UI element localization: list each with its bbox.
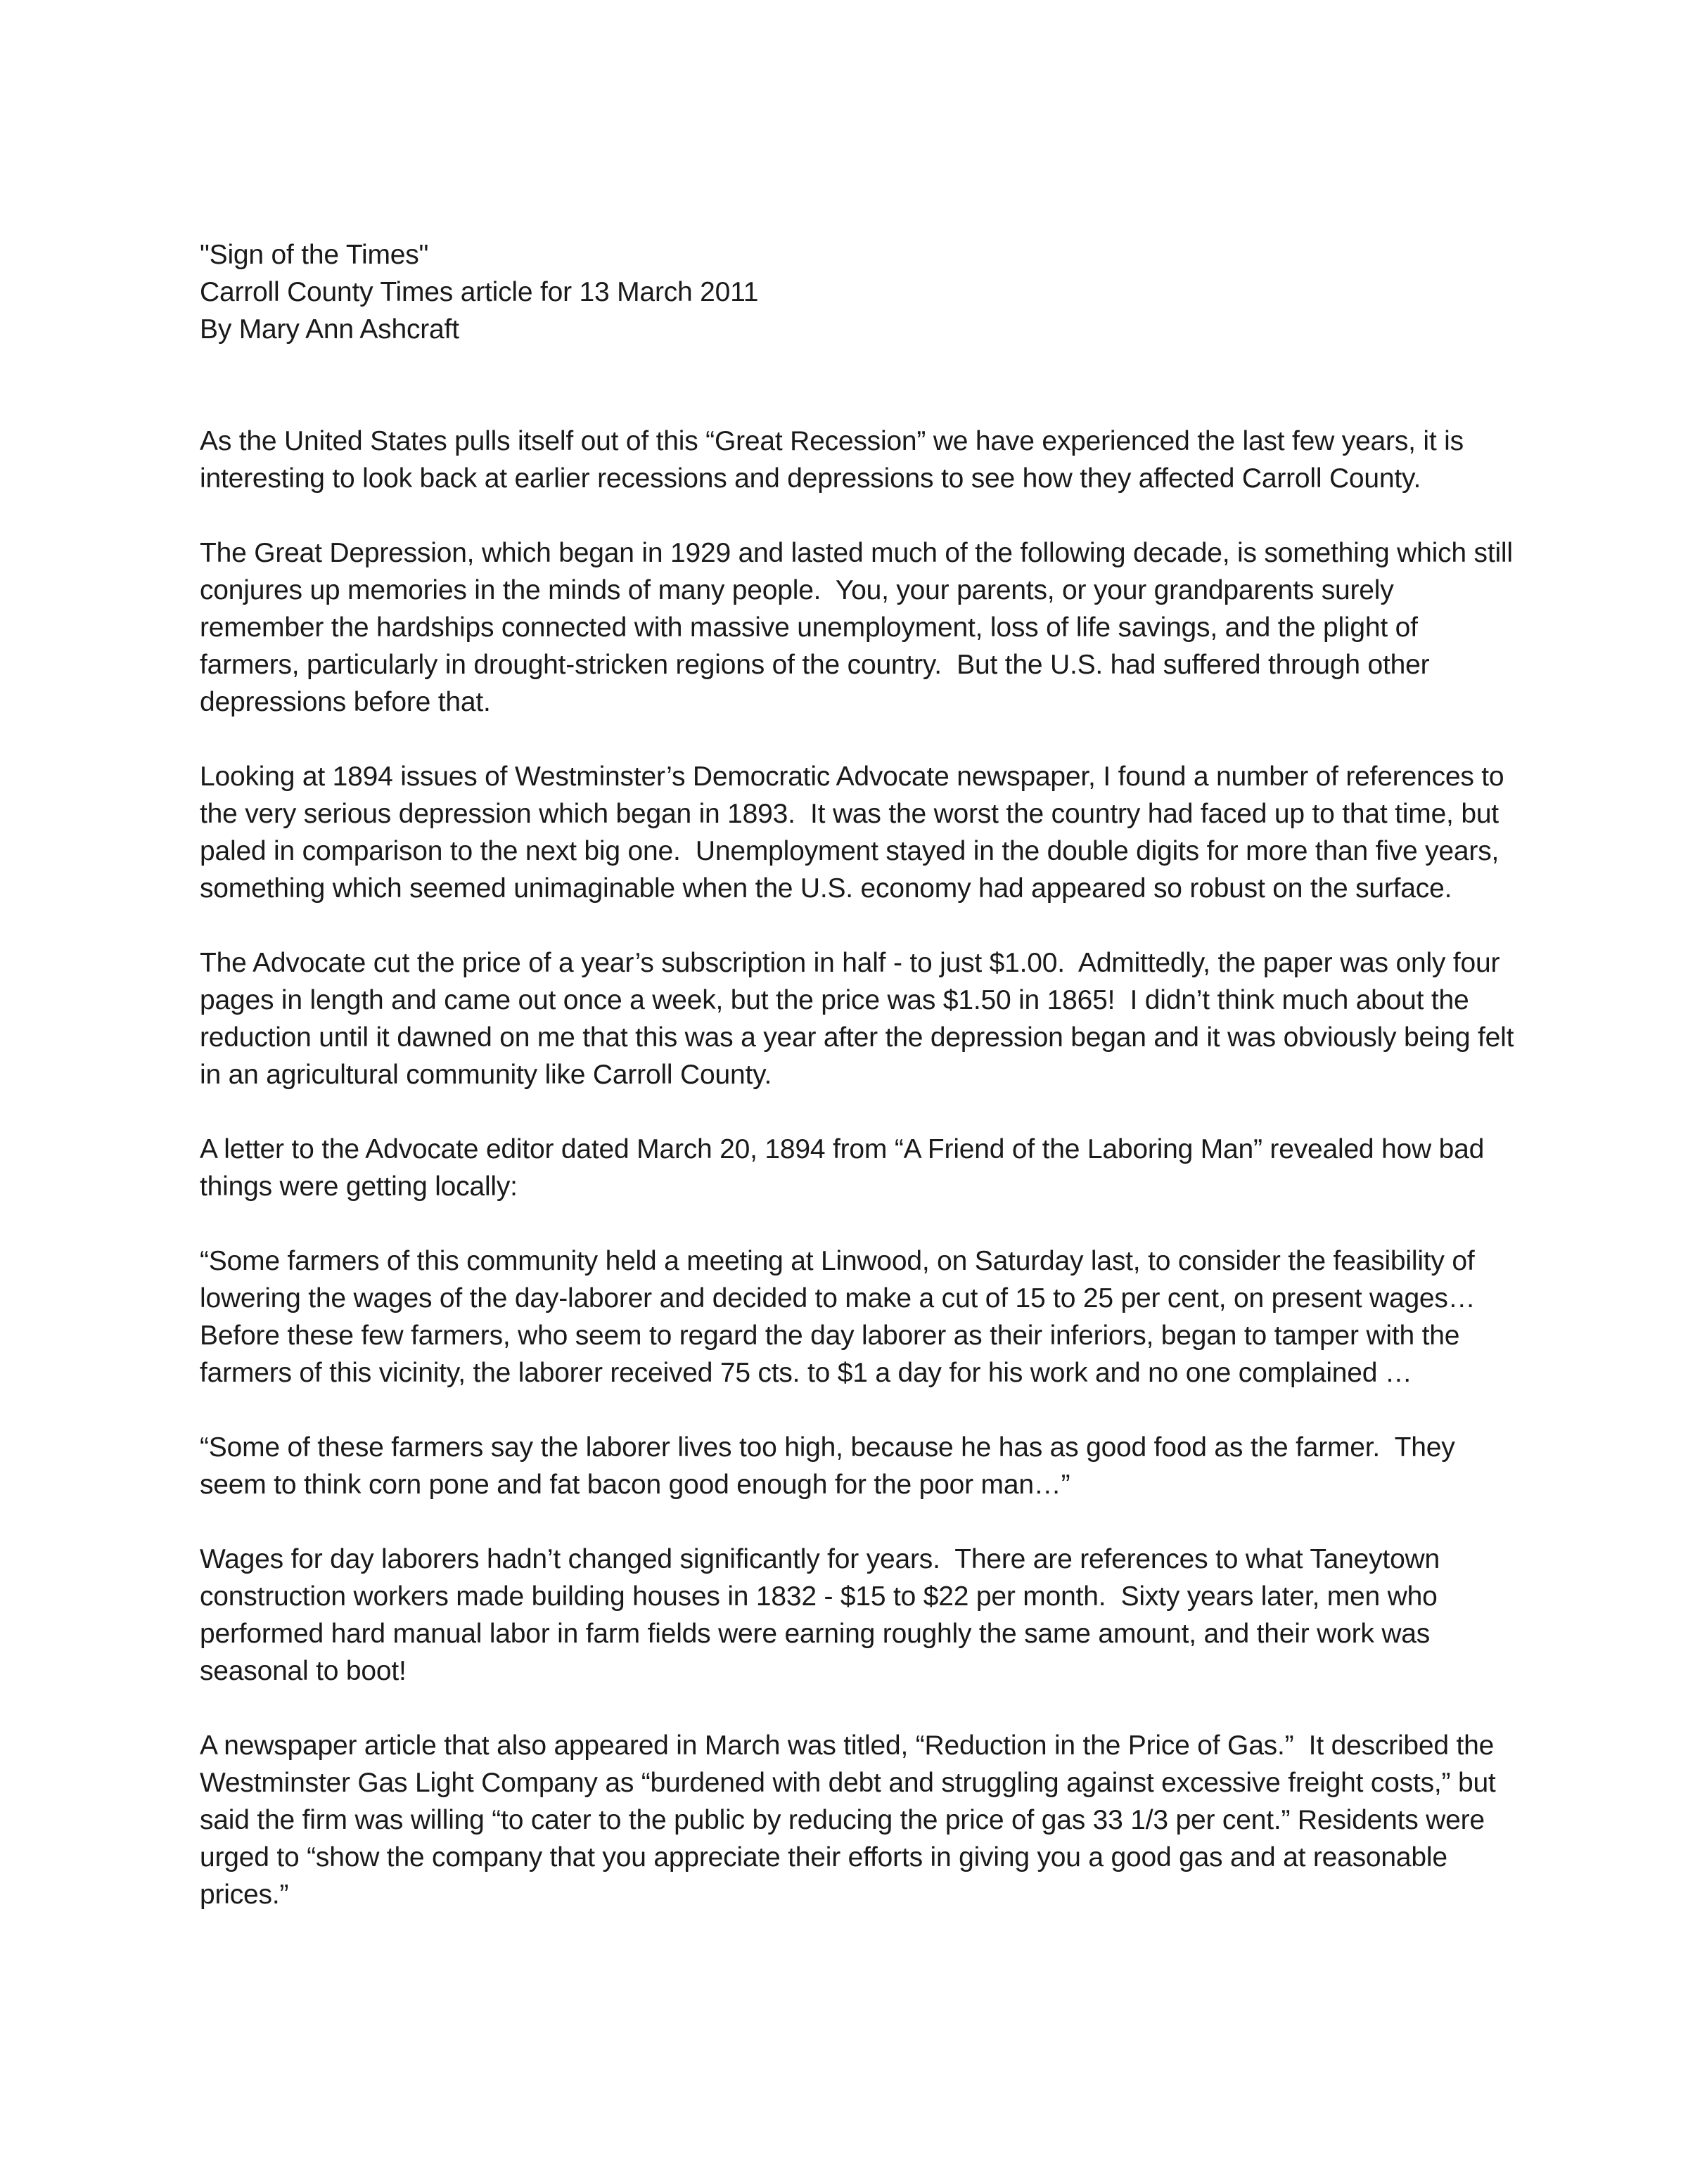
quote-paragraph-2: “Some of these farmers say the laborer lives too high, because he has as good food as the farmer. They seem to think corn pone and fat bacon good enough for the poor man…” — [200, 1432, 1463, 1500]
paragraph-5: A letter to the Advocate editor dated March 20, 1894 from “A Friend of the Laboring Man” revealed how bad things were getting locally: — [200, 1134, 1492, 1202]
paragraph-1: As the United States pulls itself out of this “Great Recession” we have experienced the last few years, it is interesting to look back at earlier recessions and depressions to see how they affected Carroll County. — [200, 426, 1471, 494]
paragraph-3: Looking at 1894 issues of Westminster’s Democratic Advocate newspaper, I found a number of references to the very serious depression which began in 1893. It was the worst the country had faced up to that time, but paled in comparison to the next big one. Unemployment stayed in the double digits for more than five years, something which seemed unimaginable when the U.S. economy had appeared so robust on the surface. — [200, 762, 1512, 904]
paragraph-8: Wages for day laborers hadn’t changed significantly for years. There are references to what Taneytown construction workers made building houses in 1832 - $15 to $22 per month. Sixty years later, men who performed hard manual labor in farm fields were earning roughly the same amount, and their work was seasonal to boot! — [200, 1544, 1447, 1686]
article-byline: By Mary Ann Ashcraft — [200, 314, 459, 345]
quote-paragraph-1: “Some farmers of this community held a meeting at Linwood, on Saturday last, to consider the feasibility of lowering the wages of the day-laborer and decided to make a cut of 15 to 25 per cent, on present wages…Before these few farmers, who seem to regard the day laborer as their inferiors, began to tamper with the farmers of this vicinity, the laborer received 75 cts. to $1 a day for his work and no one complained … — [200, 1246, 1483, 1388]
article-title: "Sign of the Times" — [200, 240, 429, 270]
article-body — [200, 236, 1522, 1951]
paragraph-4: The Advocate cut the price of a year’s subscription in half - to just $1.00. Admittedly, the paper was only four pages in length and came out once a week, but the price was $1.50 in 1865! I didn’t think much about the reduction until it dawned on me that this was a year after the depression began and it was obviously being felt in an agricultural community like Carroll County. — [200, 948, 1521, 1090]
article-subtitle: Carroll County Times article for 13 March 2011 — [200, 277, 759, 307]
article-header — [200, 236, 1522, 348]
paragraph-9: A newspaper article that also appeared in March was titled, “Reduction in the Price of Gas.” It described the Westminster Gas Light Company as “burdened with debt and struggling against excessive freight costs,” but said the firm was willing “to cater to the public by reducing the price of gas 33 1/3 per cent.” Residents were urged to “show the company that you appreciate their efforts in giving you a good gas and at reasonable prices.” — [200, 1730, 1504, 1910]
paragraph-2: The Great Depression, which began in 1929 and lasted much of the following decade, is something which still conjures up memories in the minds of many people. You, your parents, or your grandparents surely remember the hardships connected with massive unemployment, loss of life savings, and the plight of farmers, particularly in drought-stricken regions of the country. But the U.S. had suffered through other depressions before that. — [200, 538, 1521, 717]
